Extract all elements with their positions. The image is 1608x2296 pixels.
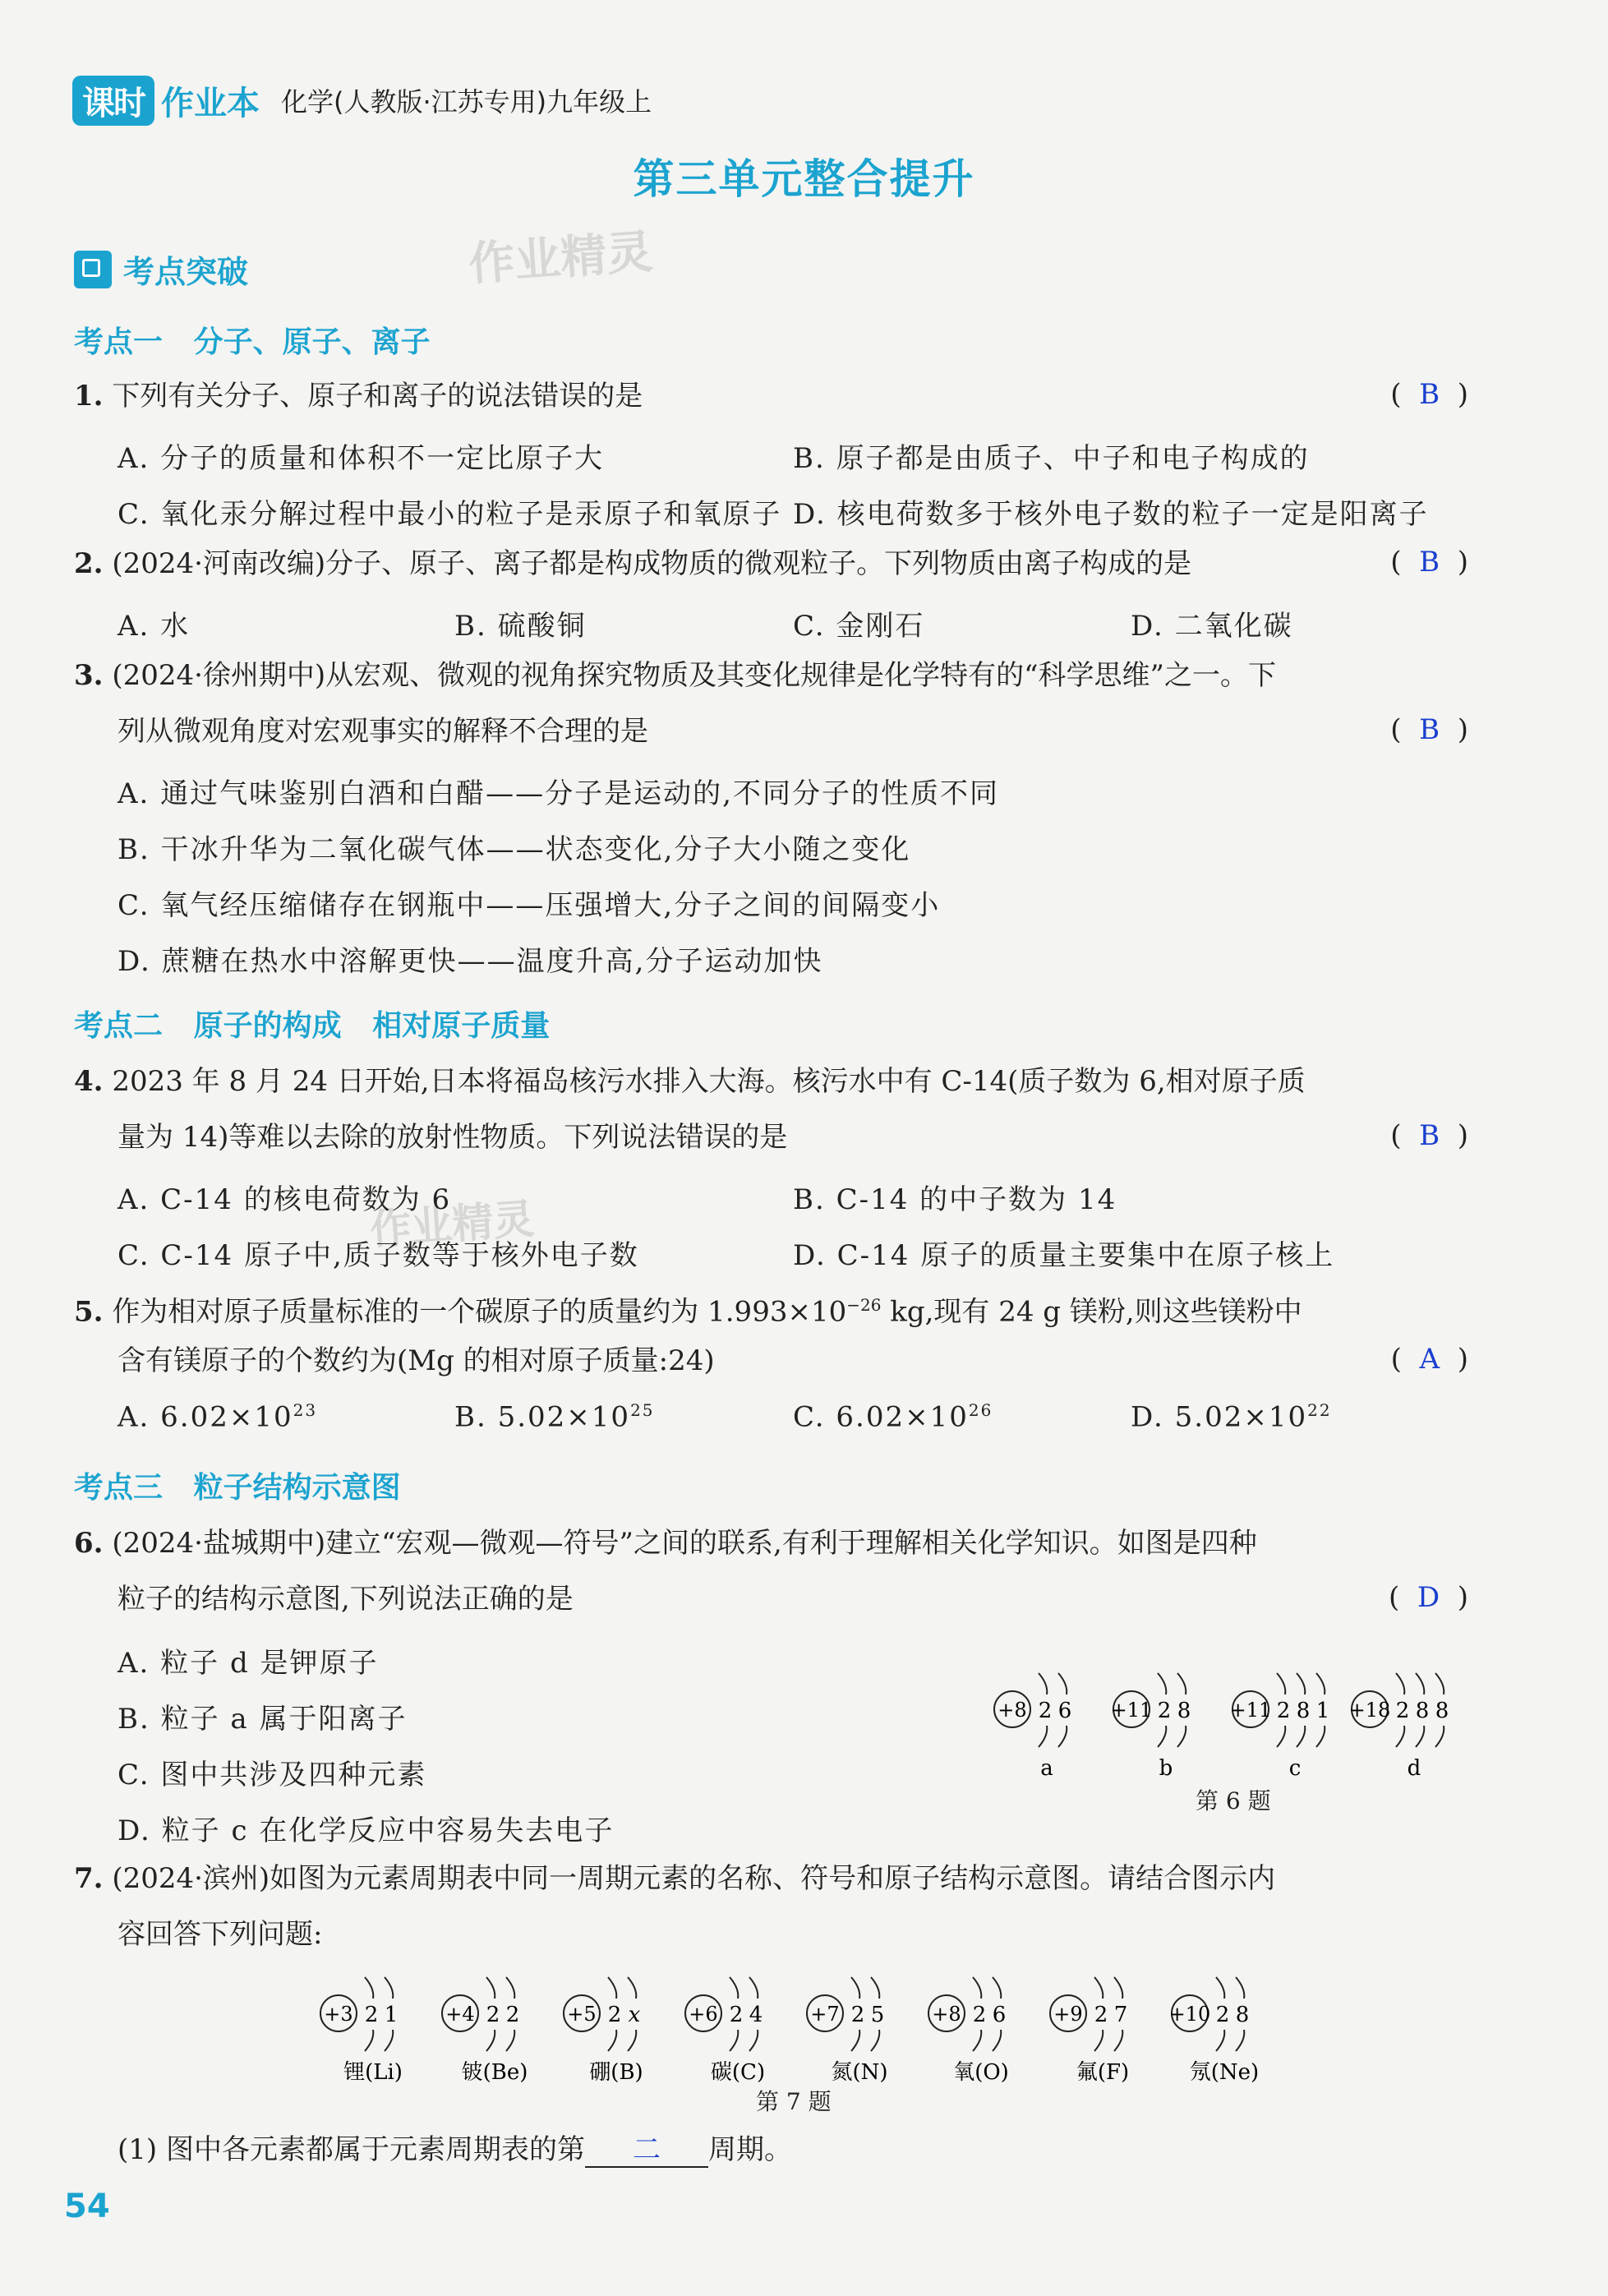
electron-shell-arc: [365, 2030, 373, 2051]
option-a: A. 分子的质量和体积不一定比原子大: [117, 442, 605, 475]
option-a: [117, 1400, 317, 1433]
option-c: C. 氧化汞分解过程中最小的粒子是汞原子和氧原子: [117, 498, 782, 531]
shell-electron-count: 2: [607, 2003, 622, 2027]
electron-shell-arc: [1114, 1977, 1122, 1999]
electron-shell-arc: [1435, 1673, 1444, 1694]
electron-shell-arc: [506, 2030, 514, 2051]
question-7: [74, 1862, 1275, 1895]
electron-shell-arc: [1058, 1726, 1067, 1747]
watermark: 作业精灵: [467, 225, 655, 292]
nucleus-charge: +11: [1229, 1699, 1272, 1722]
atom-diagram: [1050, 1977, 1129, 2085]
option-text: B. 5.02×10: [454, 1400, 631, 1434]
answer-4: ( B ): [1390, 1119, 1468, 1152]
answer-letter: B: [1419, 378, 1440, 411]
option-b: B. C-14 的中子数为 14: [793, 1183, 1117, 1216]
nucleus-charge: +7: [810, 2003, 840, 2026]
nucleus-charge: +18: [1348, 1699, 1391, 1722]
question-number: 7.: [74, 1862, 104, 1895]
sub-question-1: [117, 2133, 792, 2168]
page-number: 54: [64, 2188, 110, 2225]
atom-diagram: [1230, 1673, 1330, 1781]
logo-text: 作业本: [161, 84, 260, 122]
electron-shell-arc: [1416, 1673, 1424, 1694]
question-text: 2023 年 8 月 24 日开始,日本将福岛核污水排入大海。核污水中有 C-14(质子数为 6,相对原子质: [112, 1065, 1306, 1098]
answer-letter: B: [1419, 1119, 1440, 1152]
nucleus-charge: +8: [998, 1699, 1027, 1722]
electron-shell-arc: [1094, 1977, 1103, 1999]
electron-shell-arc: [1435, 1726, 1444, 1747]
atom-diagram: [564, 1977, 643, 2085]
option-d: D. 粒子 c 在化学反应中容易失去电子: [117, 1814, 615, 1847]
question-3: [74, 659, 1276, 692]
sub-question-text: (1) 图中各元素都属于元素周期表的第: [117, 2133, 585, 2166]
question-text: 作为相对原子质量标准的一个碳原子的质量约为 1.993×10: [112, 1295, 847, 1329]
atom-diagram: [1169, 1977, 1260, 2085]
atom-label: b: [1159, 1756, 1173, 1781]
electron-shell-arc: [1177, 1726, 1186, 1747]
figure-caption: 第 7 题: [756, 2088, 832, 2115]
atom-label: d: [1407, 1756, 1421, 1781]
atom-diagram: [1349, 1673, 1449, 1781]
shell-electron-count: 2: [1038, 1699, 1053, 1723]
shell-electron-count: 8: [1415, 1699, 1430, 1723]
electron-shell-arc: [749, 2030, 758, 2051]
option-a: A. 粒子 d 是钾原子: [117, 1647, 379, 1680]
shell-electron-count: 2: [1094, 2003, 1108, 2027]
electron-shell-arc: [973, 2030, 981, 2051]
section-label: 考点突破: [123, 254, 249, 290]
option-d: D. C-14 原子的质量主要集中在原子核上: [793, 1239, 1335, 1272]
question-text-cont: 容回答下列问题:: [117, 1918, 323, 1951]
nucleus-charge: +10: [1168, 2003, 1211, 2026]
page-header: [72, 76, 652, 125]
option-c: C. 图中共涉及四种元素: [117, 1759, 427, 1791]
question-text: (2024·滨州)如图为元素周期表中同一周期元素的名称、符号和原子结构示意图。请结合图示内: [112, 1862, 1276, 1895]
question-text-cont: 量为 14)等难以去除的放射性物质。下列说法错误的是: [117, 1121, 788, 1154]
option-b: [454, 1400, 655, 1433]
option-c: [793, 1400, 993, 1433]
electron-shell-arc: [1236, 2030, 1244, 2051]
atom-diagram: [928, 1977, 1009, 2085]
answer-6: ( D ): [1388, 1581, 1468, 1614]
atom-label: 硼(B): [589, 2060, 643, 2085]
option-d: D. 二氧化碳: [1131, 610, 1293, 643]
answer-letter: A: [1419, 1343, 1440, 1376]
question-1: [74, 380, 643, 413]
atom-label: 氮(N): [831, 2060, 888, 2085]
question-4: [74, 1065, 1306, 1098]
shell-electron-count: 1: [384, 2003, 399, 2027]
electron-shell-arc: [1396, 1726, 1404, 1747]
option-b: B. 原子都是由质子、中子和电子构成的: [793, 442, 1310, 475]
atom-label: 锂(Li): [343, 2060, 403, 2085]
atom-diagram: [442, 1977, 528, 2085]
edit-icon: [74, 251, 112, 288]
option-text: C. 6.02×10: [793, 1400, 969, 1434]
question-text: (2024·盐城期中)建立“宏观—微观—符号”之间的联系,有利于理解相关化学知识。如图是四种: [112, 1527, 1257, 1560]
electron-shell-arc: [1094, 2030, 1103, 2051]
topic-heading: 考点二 原子的构成 相对原子质量: [74, 1009, 551, 1043]
nucleus-charge: +8: [932, 2003, 961, 2026]
electron-shell-arc: [486, 1977, 495, 1999]
option-c: C. 金刚石: [793, 610, 925, 643]
option-c: C. 氧气经压缩储存在钢瓶中——压强增大,分子之间的间隔变小: [117, 889, 941, 922]
nucleus-charge: +9: [1053, 2003, 1083, 2026]
watermark: 作业精灵: [368, 1195, 537, 1254]
electron-shell-arc: [506, 1977, 514, 1999]
electron-shell-arc: [1236, 1977, 1244, 1999]
electron-shell-arc: [1158, 1673, 1166, 1694]
electron-shell-arc: [1316, 1673, 1325, 1694]
option-a: A. C-14 的核电荷数为 6: [117, 1183, 452, 1216]
electron-shell-arc: [1277, 1726, 1285, 1747]
figure-caption: 第 6 题: [1196, 1787, 1271, 1814]
electron-shell-arc: [1216, 2030, 1224, 2051]
electron-shell-arc: [851, 2030, 859, 2051]
shell-electron-count: 2: [972, 2003, 987, 2027]
option-a: A. 通过气味鉴别白酒和白醋——分子是运动的,不同分子的性质不同: [117, 777, 999, 810]
electron-shell-arc: [993, 1977, 1001, 1999]
logo-mark: 课时: [72, 76, 154, 126]
electron-shell-arc: [385, 2030, 393, 2051]
nucleus-charge: +11: [1110, 1699, 1153, 1722]
electron-shell-arc: [365, 1977, 373, 1999]
question-text: (2024·河南改编)分子、原子、离子都是构成物质的微观粒子。下列物质由离子构成的是: [112, 547, 1192, 580]
electron-shell-arc: [1316, 1726, 1325, 1747]
electron-shell-arc: [730, 1977, 738, 1999]
shell-electron-count: 8: [1296, 1699, 1311, 1723]
shell-electron-count: 2: [1395, 1699, 1410, 1723]
exponent: 26: [968, 1400, 993, 1420]
electron-shell-arc: [1158, 1726, 1166, 1747]
shell-electron-count: 5: [870, 2003, 885, 2027]
electron-shell-arc: [1177, 1673, 1186, 1694]
question-text-cont: 含有镁原子的个数约为(Mg 的相对原子质量:24): [117, 1344, 715, 1377]
atom-label: c: [1288, 1756, 1302, 1781]
electron-shell-arc: [1058, 1673, 1067, 1694]
electron-shell-arc: [749, 1977, 758, 1999]
figure-7-atom-diagrams: [312, 1964, 1290, 2095]
electron-shell-arc: [486, 2030, 495, 2051]
question-5: [74, 1289, 1302, 1328]
electron-shell-arc: [608, 2030, 616, 2051]
electron-shell-arc: [1216, 1977, 1224, 1999]
question-number: 3.: [74, 659, 104, 692]
shell-electron-count: 2: [1215, 2003, 1230, 2027]
answer-1: ( B ): [1390, 378, 1468, 411]
electron-shell-arc: [385, 1977, 393, 1999]
atom-diagram: [685, 1977, 765, 2085]
answer-2: ( B ): [1390, 546, 1468, 579]
nucleus-charge: +5: [567, 2003, 597, 2026]
shell-electron-count: x: [628, 2003, 641, 2027]
option-b: B. 硫酸铜: [454, 610, 587, 643]
shell-electron-count: 4: [749, 2003, 763, 2027]
option-d: D. 蔗糖在热水中溶解更快——温度升高,分子运动加快: [117, 945, 823, 978]
electron-shell-arc: [608, 1977, 616, 1999]
atom-diagram: [807, 1977, 888, 2085]
nucleus-charge: +3: [324, 2003, 353, 2026]
option-d: [1131, 1400, 1332, 1433]
atom-label: 氖(Ne): [1189, 2060, 1260, 2085]
electron-shell-arc: [1039, 1726, 1047, 1747]
figure-6-atom-diagrams: [986, 1660, 1487, 1791]
electron-shell-arc: [730, 2030, 738, 2051]
atom-label: 氧(O): [953, 2060, 1009, 2085]
shell-electron-count: 8: [1435, 1699, 1449, 1723]
question-number: 6.: [74, 1527, 104, 1560]
atom-diagram: [994, 1673, 1071, 1781]
electron-shell-arc: [628, 2030, 636, 2051]
brand-logo: [72, 79, 260, 122]
atom-label: a: [1040, 1756, 1053, 1781]
atom-diagram: [320, 1977, 403, 2085]
shell-electron-count: 1: [1315, 1699, 1330, 1723]
option-c: C. C-14 原子中,质子数等于核外电子数: [117, 1239, 639, 1272]
electron-shell-arc: [871, 1977, 879, 1999]
option-d: D. 核电荷数多于核外电子数的粒子一定是阳离子: [793, 498, 1429, 531]
option-a: A. 水: [117, 610, 191, 643]
electron-shell-arc: [628, 1977, 636, 1999]
nucleus-charge: +6: [689, 2003, 718, 2026]
topic-heading: 考点一 分子、原子、离子: [74, 325, 431, 359]
shell-electron-count: 7: [1113, 2003, 1128, 2027]
option-b: B. 粒子 a 属于阳离子: [117, 1703, 408, 1736]
shell-electron-count: 2: [505, 2003, 520, 2027]
exponent: 22: [1307, 1400, 1332, 1420]
atom-label: 碳(C): [710, 2060, 766, 2085]
shell-electron-count: 6: [992, 2003, 1007, 2027]
shell-electron-count: 2: [850, 2003, 865, 2027]
electron-shell-arc: [871, 2030, 879, 2051]
answer-blank: 二: [585, 2133, 708, 2168]
question-text: kg,现有 24 g 镁粉,则这些镁粉中: [881, 1295, 1302, 1329]
shell-electron-count: 2: [1276, 1699, 1291, 1723]
question-text-cont: 粒子的结构示意图,下列说法正确的是: [117, 1583, 574, 1616]
electron-shell-arc: [993, 2030, 1001, 2051]
shell-electron-count: 6: [1057, 1699, 1072, 1723]
exponent: 25: [630, 1400, 655, 1420]
topic-heading: 考点三 粒子结构示意图: [74, 1471, 401, 1505]
question-number: 5.: [74, 1295, 104, 1329]
answer-3: ( B ): [1390, 713, 1468, 746]
option-b: B. 干冰升华为二氧化碳气体——状态变化,分子大小随之变化: [117, 833, 911, 866]
exponent: −26: [846, 1295, 882, 1315]
atom-label: 铍(Be): [461, 2060, 528, 2085]
answer-5: ( A ): [1390, 1343, 1468, 1376]
question-number: 4.: [74, 1065, 104, 1098]
shell-electron-count: 2: [364, 2003, 379, 2027]
shell-electron-count: 8: [1235, 2003, 1250, 2027]
shell-electron-count: 2: [1157, 1699, 1172, 1723]
electron-shell-arc: [1277, 1673, 1285, 1694]
electron-shell-arc: [851, 1977, 859, 1999]
electron-shell-arc: [1039, 1673, 1047, 1694]
question-2: [74, 547, 1191, 580]
atom-label: 氟(F): [1076, 2060, 1130, 2085]
section-heading: [74, 247, 248, 292]
answer-letter: D: [1417, 1581, 1440, 1614]
electron-shell-arc: [1297, 1673, 1305, 1694]
shell-electron-count: 2: [486, 2003, 500, 2027]
answer-letter: B: [1419, 713, 1440, 746]
page-title: 第三单元整合提升: [633, 155, 975, 203]
shell-electron-count: 2: [729, 2003, 744, 2027]
electron-shell-arc: [1114, 2030, 1122, 2051]
atom-diagram: [1111, 1673, 1191, 1781]
electron-shell-arc: [1297, 1726, 1305, 1747]
electron-shell-arc: [1416, 1726, 1424, 1747]
question-number: 2.: [74, 547, 104, 580]
electron-shell-arc: [1396, 1673, 1404, 1694]
option-text: D. 5.02×10: [1131, 1400, 1308, 1434]
question-text: (2024·徐州期中)从宏观、微观的视角探究物质及其变化规律是化学特有的“科学思维”之一。下: [112, 659, 1276, 692]
sub-question-text: 周期。: [707, 2133, 792, 2166]
book-subtitle: 化学(人教版·江苏专用)九年级上: [281, 86, 652, 118]
question-text: 下列有关分子、原子和离子的说法错误的是: [112, 380, 643, 413]
nucleus-charge: +4: [445, 2003, 475, 2026]
electron-shell-arc: [973, 1977, 981, 1999]
question-text-cont: 列从微观角度对宏观事实的解释不合理的是: [117, 715, 648, 748]
answer-letter: B: [1419, 546, 1440, 579]
question-6: [74, 1527, 1257, 1560]
option-text: A. 6.02×10: [117, 1400, 293, 1434]
exponent: 23: [293, 1400, 318, 1420]
question-number: 1.: [74, 380, 104, 413]
shell-electron-count: 8: [1177, 1699, 1191, 1723]
